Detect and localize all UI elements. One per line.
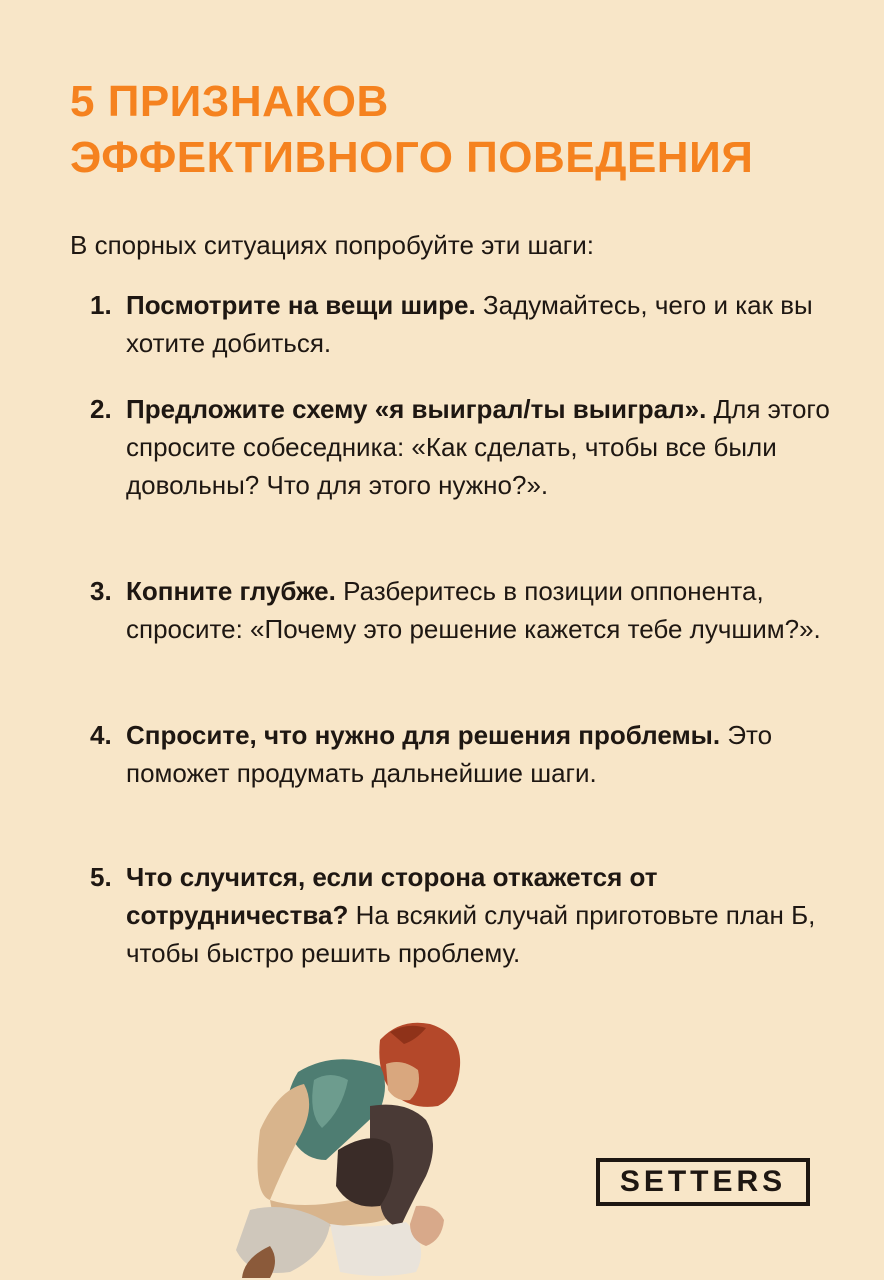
step-heading: Копните глубже. bbox=[126, 576, 336, 606]
step-text: Это поможет продумать дальнейшие шаги. bbox=[126, 720, 773, 788]
step-heading: Посмотрите на вещи шире. bbox=[126, 290, 476, 320]
step-number: 5. bbox=[90, 862, 112, 892]
step-3 bbox=[90, 572, 830, 648]
title-line-2: ЭФФЕКТИВНОГО ПОВЕДЕНИЯ bbox=[70, 133, 754, 182]
step-5 bbox=[90, 858, 830, 972]
step-text: Задумайтесь, чего и как вы хотите добиться. bbox=[126, 290, 813, 358]
step-heading: Предложите схему «я выиграл/ты выиграл». bbox=[126, 394, 707, 424]
seated-woman-illustration bbox=[230, 1010, 490, 1280]
step-4 bbox=[90, 716, 830, 792]
title-line-1: 5 ПРИЗНАКОВ bbox=[70, 77, 389, 126]
page-title bbox=[70, 74, 850, 186]
step-text: Разберитесь в позиции оппонента, спросите: «Почему это решение кажется тебе лучшим?». bbox=[126, 576, 821, 644]
step-number: 4. bbox=[90, 720, 112, 750]
step-number: 3. bbox=[90, 576, 112, 606]
step-text: Для этого спросите собеседника: «Как сделать, чтобы все были довольны? Что для этого нужно?». bbox=[126, 394, 830, 500]
step-number: 1. bbox=[90, 290, 112, 320]
step-heading: Спросите, что нужно для решения проблемы. bbox=[126, 720, 721, 750]
step-number: 2. bbox=[90, 394, 112, 424]
setters-logo: SETTERS bbox=[596, 1158, 810, 1206]
step-1 bbox=[90, 286, 830, 362]
step-heading: Что случится, если сторона откажется от сотрудничества? bbox=[126, 862, 658, 930]
intro-text: В спорных ситуациях попробуйте эти шаги: bbox=[70, 230, 595, 260]
step-text: На всякий случай приготовьте план Б, чтобы быстро решить проблему. bbox=[126, 900, 816, 968]
step-2 bbox=[90, 390, 830, 504]
